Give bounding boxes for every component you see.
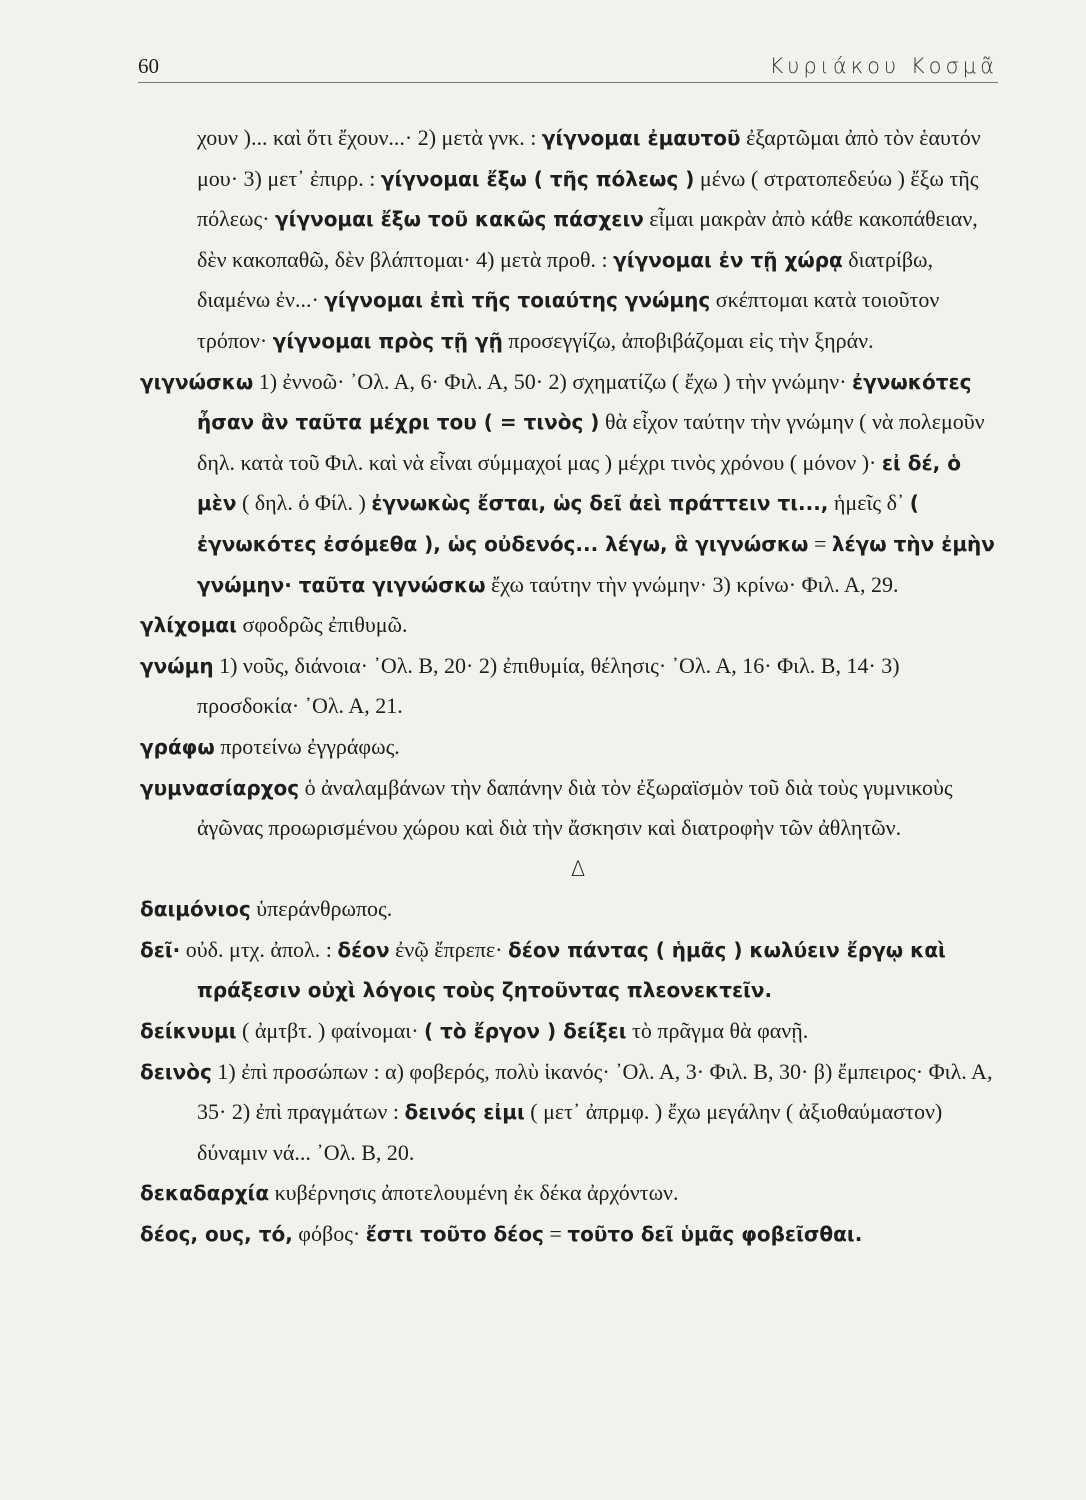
bold-term: γίγνομαι ἔξω ( τῆς πόλεως ) <box>380 166 695 191</box>
section-letter <box>140 849 1000 890</box>
page-header <box>138 54 998 83</box>
definition-text: 1) ἐννοῶ· ᾽Ολ. Α, 6· Φιλ. Α, 50· 2) σχηματίζω ( ἔχω ) τὴν γνώμην· <box>253 368 853 394</box>
bold-term: εἰ δέ, ὁ μὲν <box>197 450 961 516</box>
definition-text: ( μετ᾽ ἀπρμφ. ) ἔχω μεγάλην ( ἀξιοθαύμαστον) δύναμιν νά... ᾽Ολ. Β, 20. <box>197 1099 943 1165</box>
dictionary-entry <box>140 930 1000 1011</box>
bold-term: δεῖ· <box>140 937 181 962</box>
definition-text: θὰ εἶχον ταύτην τὴν γνώμην ( νὰ πολεμοῦν δηλ. κατὰ τοῦ Φιλ. καὶ νὰ εἶναι σύμμαχοί μας ) μέχρι τινὸς χρόνου ( μόνον )· <box>197 409 985 475</box>
bold-term: γίγνομαι ἐν τῇ χώρᾳ <box>613 247 843 272</box>
bold-term: δέον <box>337 937 390 962</box>
definition-text: Δ <box>570 856 586 881</box>
definition-text: προσεγγίζω, ἀποβιβάζομαι εἰς τὴν ξηράν. <box>502 327 874 353</box>
bold-term: γίγνομαι πρὸς τῇ γῇ <box>272 328 503 353</box>
page-number: 60 <box>138 54 159 78</box>
definition-text: ἐξαρτῶμαι ἀπὸ τὸν ἑαυτόν μου· 3) μετ᾽ ἐπιρρ. : <box>197 125 981 191</box>
dictionary-entry <box>140 768 1000 849</box>
bold-term: δείκνυμι <box>140 1019 237 1044</box>
bold-term: γλίχομαι <box>140 613 237 638</box>
dictionary-entry <box>140 362 1000 606</box>
definition-text: χουν )... καὶ ὅτι ἔχουν...· 2) μετὰ γνκ. : <box>197 125 542 150</box>
definition-text: ( δηλ. ὁ Φίλ. ) <box>236 490 372 516</box>
bold-term: γίγνομαι ἐμαυτοῦ <box>541 126 741 150</box>
running-head: Κυριάκου Κοσμᾶ <box>769 54 998 78</box>
bold-term: λέγω τὴν ἐμὴν γνώμην· ταῦτα γιγνώσκω <box>197 531 995 597</box>
dictionary-entry <box>140 646 1000 727</box>
definition-text: 1) νοῦς, διάνοια· ᾽Ολ. Β, 20· 2) ἐπιθυμία, θέλησις· ᾽Ολ. Α, 16· Φιλ. Β, 14· 3) προσδοκία· ᾽Ολ. Α, 21. <box>197 652 900 719</box>
definition-text: προτείνω ἐγγράφως. <box>214 733 400 759</box>
dictionary-entry <box>140 889 1000 930</box>
entry-continuation <box>140 118 1000 362</box>
definition-text: ἡμεῖς δ᾽ <box>828 490 910 516</box>
bold-term: δεκαδαρχία <box>140 1181 270 1206</box>
definition-text: = <box>543 1221 568 1247</box>
bold-term: γυμνασίαρχος <box>140 775 300 800</box>
bold-term: ἐγνωκότες ἦσαν ἂν ταῦτα μέχρι του ( = τινὸς ) <box>197 369 972 435</box>
bold-term: δαιμόνιος <box>140 897 251 922</box>
bold-term: δεινός εἰμι <box>404 1100 525 1125</box>
bold-term: γιγνώσκω <box>140 369 254 394</box>
bold-term: δεινὸς <box>140 1059 212 1084</box>
definition-text: = <box>808 530 832 556</box>
definition-text: σφοδρῶς ἐπιθυμῶ. <box>236 612 408 638</box>
definition-text: εἶμαι μακρὰν ἀπὸ κάθε κακοπάθειαν, δὲν κακοπαθῶ, δὲν βλάπτομαι· 4) μετὰ προθ. : <box>197 206 978 272</box>
dictionary-body <box>140 118 1000 1255</box>
bold-term: τοῦτο δεῖ ὑμᾶς φοβεῖσθαι. <box>567 1222 863 1247</box>
definition-text: ἔχω ταύτην τὴν γνώμην· 3) κρίνω· Φιλ. Α, 29. <box>485 571 899 597</box>
bold-term: γίγνομαι ἐπὶ τῆς τοιαύτης γνώμης <box>324 288 711 313</box>
definition-text: τὸ πρᾶγμα θὰ φανῇ. <box>626 1018 809 1044</box>
definition-text: ὁ ἀναλαμβάνων τὴν δαπάνην διὰ τὸν ἐξωραϊσμὸν τοῦ διὰ τοὺς γυμνικοὺς ἀγῶνας προωρισμένου χώρου καὶ διὰ τὴν ἄσκησιν καὶ διατροφὴν τῶν ἀθλητῶν. <box>197 774 953 841</box>
definition-text: διατρίβω, διαμένω ἐν...· <box>197 246 934 313</box>
bold-term: ( ἐγνωκότες ἐσόμεθα ), ὡς οὐδενός... λέγω, ἃ γιγνώσκω <box>197 491 919 556</box>
definition-text: ἐνῷ ἔπρεπε· <box>389 936 508 962</box>
definition-text: μένω ( στρατοπεδεύω ) ἔξω τῆς πόλεως· <box>197 165 979 232</box>
dictionary-entry <box>140 1011 1000 1052</box>
bold-term: ( τὸ ἔργον ) δείξει <box>424 1019 627 1044</box>
bold-term: δέος, ους, τό, <box>140 1222 293 1247</box>
dictionary-entry <box>140 1173 1000 1214</box>
bold-term: ἐγνωκὼς ἔσται, ὡς δεῖ ἀεὶ πράττειν τι..., <box>371 491 829 516</box>
definition-text: ( ἀμτβτ. ) φαίνομαι· <box>236 1018 425 1044</box>
bold-term: γράφω <box>140 734 215 759</box>
dictionary-entry <box>140 1214 1000 1255</box>
bold-term: δέον πάντας ( ἡμᾶς ) κωλύειν ἔργῳ καὶ πράξεσιν οὐχὶ λόγοις τοὺς ζητοῦντας πλεονεκτεῖν. <box>197 937 946 1003</box>
bold-term: ἔστι τοῦτο δέος <box>365 1222 544 1247</box>
bold-term: γνώμη <box>140 653 214 678</box>
dictionary-entry <box>140 605 1000 646</box>
dictionary-entry <box>140 1052 1000 1174</box>
definition-text: κυβέρνησις ἀποτελουμένη ἐκ δέκα ἀρχόντων. <box>269 1180 679 1206</box>
definition-text: οὐδ. μτχ. ἀπολ. : <box>180 936 338 962</box>
bold-term: γίγνομαι ἔξω τοῦ κακῶς πάσχειν <box>275 207 644 232</box>
definition-text: φόβος· <box>292 1221 366 1247</box>
dictionary-entry <box>140 727 1000 768</box>
definition-text: ὑπεράνθρωπος. <box>250 896 393 922</box>
definition-text: σκέπτομαι κατὰ τοιοῦτον τρόπον· <box>197 287 940 353</box>
definition-text: 1) ἐπὶ προσώπων : α) φοβερός, πολὺ ἱκανός· ᾽Ολ. Α, 3· Φιλ. Β, 30· β) ἔμπειρος· Φιλ. Α, 35· 2) ἐπὶ πραγμάτων : <box>197 1058 993 1125</box>
